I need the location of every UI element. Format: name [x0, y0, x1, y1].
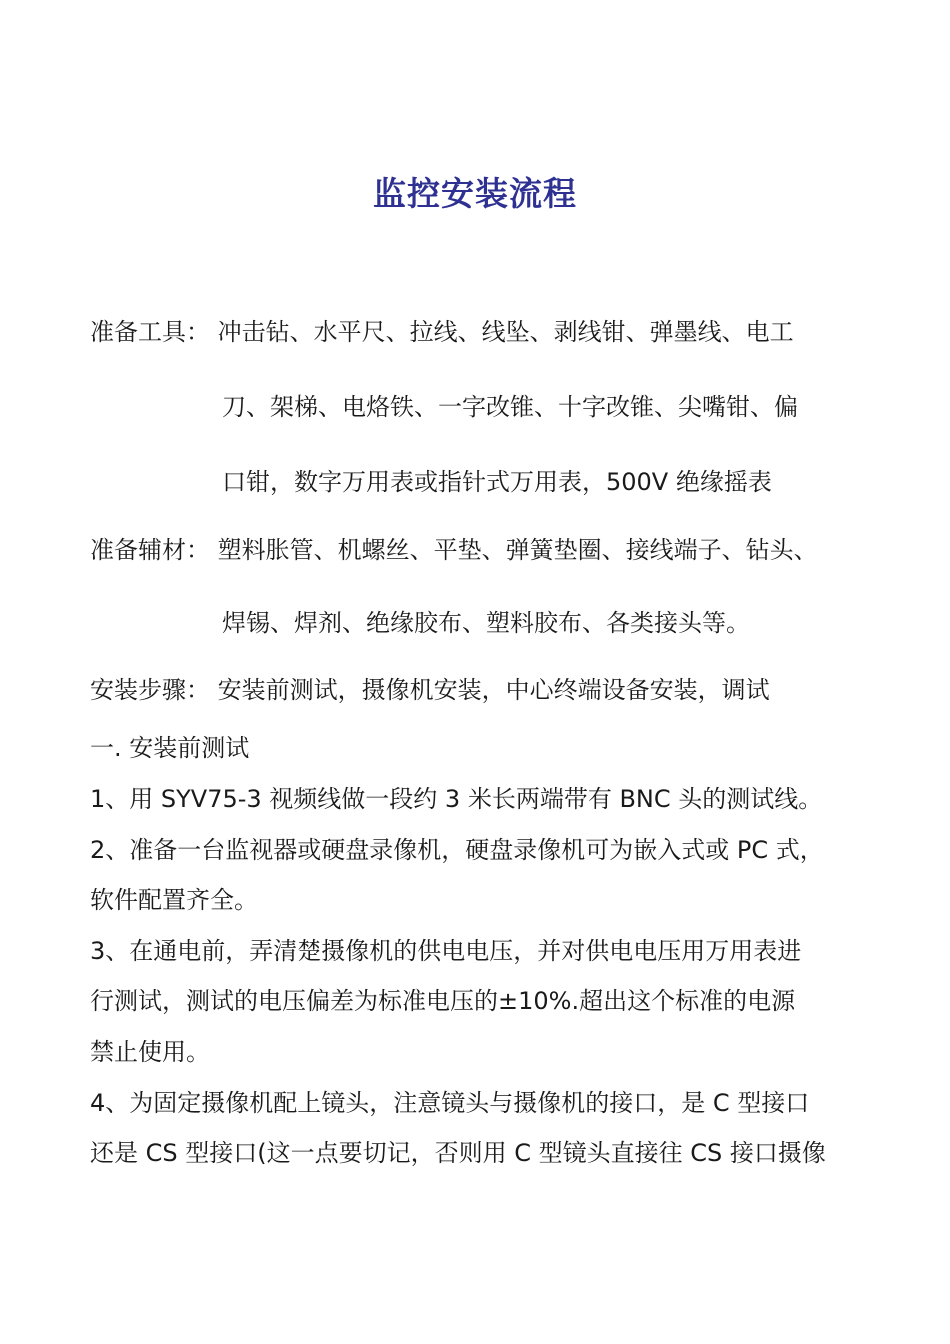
materials-line-2: 焊锡、焊剂、绝缘胶布、塑料胶布、各类接头等。: [222, 609, 750, 637]
item-3-line-2: 行测试，测试的电压偏差为标准电压的±10%.超出这个标准的电源: [90, 987, 796, 1015]
document-title: 监控安装流程: [373, 174, 577, 213]
item-2-line-1: 2、准备一台监视器或硬盘录像机，硬盘录像机可为嵌入式或 PC 式，: [90, 836, 824, 864]
section-heading: 一. 安装前测试: [90, 734, 250, 762]
tools-line-1: 准备工具： 冲击钻、水平尺、拉线、线坠、剥线钳、弹墨线、电工: [90, 318, 794, 346]
steps-line-1: 安装步骤： 安装前测试，摄像机安装，中心终端设备安装，调试: [90, 676, 770, 704]
tools-line-2: 刀、架梯、电烙铁、一字改锥、十字改锥、尖嘴钳、偏: [222, 393, 798, 421]
tools-line-3: 口钳，数字万用表或指针式万用表，500V 绝缘摇表: [222, 468, 772, 496]
item-2-line-2: 软件配置齐全。: [90, 886, 258, 914]
item-4-line-2: 还是 CS 型接口(这一点要切记，否则用 C 型镜头直接往 CS 接口摄像: [90, 1139, 826, 1167]
item-3-line-1: 3、在通电前，弄清楚摄像机的供电电压，并对供电电压用万用表进: [90, 937, 802, 965]
materials-line-1: 准备辅材： 塑料胀管、机螺丝、平垫、弹簧垫圈、接线端子、钻头、: [90, 536, 818, 564]
item-3-line-3: 禁止使用。: [90, 1038, 210, 1066]
item-4-line-1: 4、为固定摄像机配上镜头，注意镜头与摄像机的接口，是 C 型接口: [90, 1089, 810, 1117]
item-1: 1、用 SYV75-3 视频线做一段约 3 米长两端带有 BNC 头的测试线。: [90, 785, 823, 813]
